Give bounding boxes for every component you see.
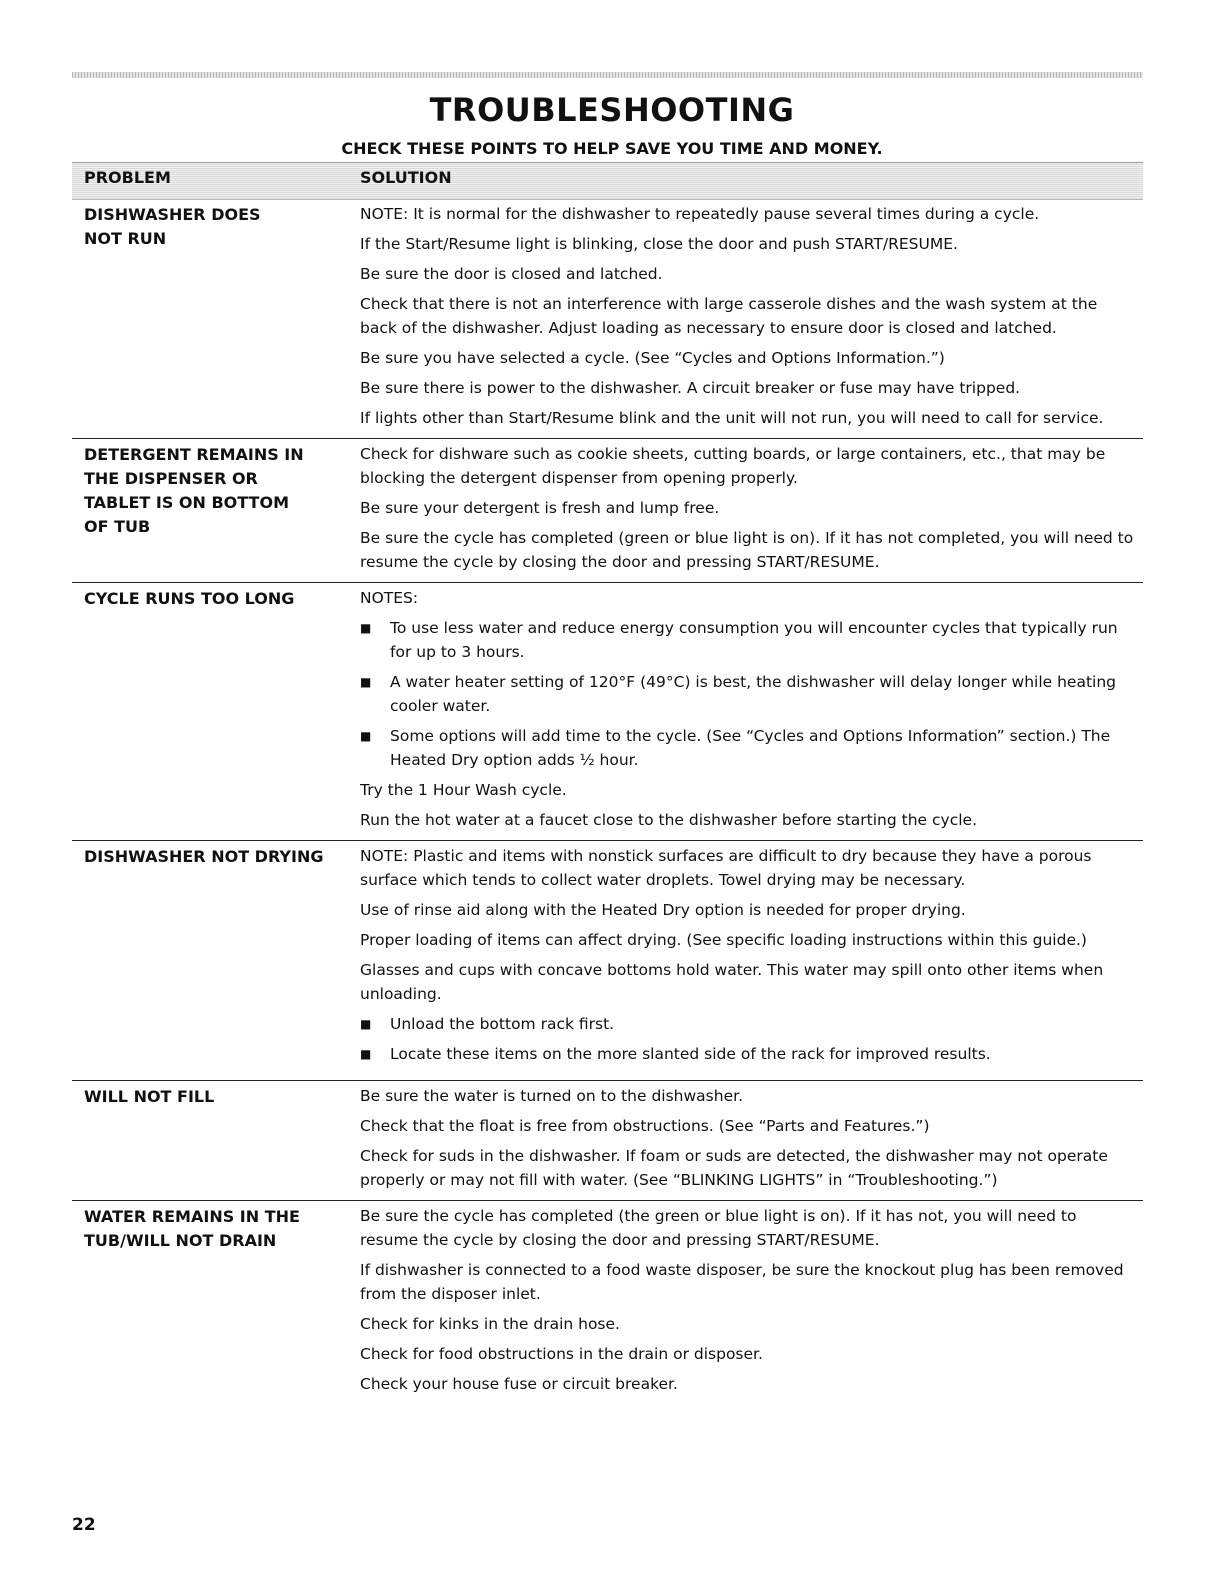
solution-text: NOTES: <box>360 589 419 607</box>
table-header-band <box>72 162 1143 200</box>
solution-text: NOTE: Plastic and items with nonstick surfaces are difficult to dry because they have a porous surface which tends to collect water droplets. Towel drying may be necessary. <box>360 847 1092 889</box>
problem-cell <box>72 844 360 1072</box>
solution-text: Check for suds in the dishwasher. If foam or suds are detected, the dishwasher may not operate properly or may not fill with water. (See “BLINKING LIGHTS” in “Troubleshooting.”) <box>360 1147 1108 1189</box>
solution-text: Proper loading of items can affect drying. (See specific loading instructions within this guide.) <box>360 931 1087 949</box>
solution-text: Be sure the cycle has completed (the green or blue light is on). If it has not, you will need to resume the cycle by closing the door and pressing START/RESUME. <box>360 1207 1077 1249</box>
table-row <box>72 438 1143 582</box>
page-number: 22 <box>72 1515 96 1535</box>
problem-cell <box>72 1084 360 1192</box>
table-row <box>72 1200 1143 1404</box>
solution-bullet-item <box>360 616 1135 664</box>
solution-cell <box>360 586 1143 832</box>
solution-text: Be sure the cycle has completed (green or blue light is on). If it has not completed, you will need to resume the cycle by closing the door and pressing START/RESUME. <box>360 529 1134 571</box>
page-title: TROUBLESHOOTING <box>429 91 795 129</box>
solution-bullet-text: Unload the bottom rack first. <box>390 1015 615 1033</box>
problem-cell <box>72 1204 360 1396</box>
solution-bullet-item <box>360 670 1135 718</box>
solution-cell <box>360 442 1143 574</box>
solution-bullet-text: A water heater setting of 120°F (49°C) is best, the dishwasher will delay longer while heating cooler water. <box>390 673 1116 715</box>
solution-cell <box>360 202 1143 430</box>
solution-bullet-text: Locate these items on the more slanted side of the rack for improved results. <box>390 1045 991 1063</box>
solution-text: Be sure the door is closed and latched. <box>360 265 663 283</box>
problem-label-line: DISHWASHER DOES <box>84 205 261 224</box>
problem-label-line: WILL NOT FILL <box>84 1087 215 1106</box>
solution-text: If dishwasher is connected to a food waste disposer, be sure the knockout plug has been removed from the disposer inlet. <box>360 1261 1124 1303</box>
bullet-square-icon: ■ <box>360 621 372 635</box>
solution-text: Check that the float is free from obstructions. (See “Parts and Features.”) <box>360 1117 930 1135</box>
table-row <box>72 840 1143 1080</box>
problem-cell <box>72 202 360 430</box>
solution-text: If lights other than Start/Resume blink and the unit will not run, you will need to call for service. <box>360 409 1104 427</box>
solution-bullet-item <box>360 1042 1135 1066</box>
table-row <box>72 200 1143 438</box>
troubleshooting-table <box>72 200 1143 1404</box>
bullet-square-icon: ■ <box>360 1017 372 1031</box>
solution-text: Run the hot water at a faucet close to the dishwasher before starting the cycle. <box>360 811 977 829</box>
solution-cell <box>360 1084 1143 1192</box>
solution-column-header: SOLUTION <box>360 168 452 187</box>
solution-bullet-text: To use less water and reduce energy consumption you will encounter cycles that typically run for up to 3 hours. <box>390 619 1118 661</box>
solution-bullet-item <box>360 724 1135 772</box>
bullet-square-icon: ■ <box>360 1047 372 1061</box>
bullet-square-icon: ■ <box>360 675 372 689</box>
problem-label-line: TUB/WILL NOT DRAIN <box>84 1231 277 1250</box>
solution-text: NOTE: It is normal for the dishwasher to repeatedly pause several times during a cycle. <box>360 205 1040 223</box>
problem-label-line: THE DISPENSER OR <box>84 469 258 488</box>
solution-text: Glasses and cups with concave bottoms hold water. This water may spill onto other items when unloading. <box>360 961 1104 1003</box>
problem-label-line: OF TUB <box>84 517 151 536</box>
solution-text: Check that there is not an interference with large casserole dishes and the wash system at the back of the dishwasher. Adjust loading as necessary to ensure door is closed and latched. <box>360 295 1098 337</box>
problem-label-line: WATER REMAINS IN THE <box>84 1207 300 1226</box>
solution-text: Check for kinks in the drain hose. <box>360 1315 620 1333</box>
solution-text: Try the 1 Hour Wash cycle. <box>360 781 567 799</box>
top-rule <box>72 72 1143 78</box>
solution-text: If the Start/Resume light is blinking, close the door and push START/RESUME. <box>360 235 958 253</box>
problem-label-line: DISHWASHER NOT DRYING <box>84 847 324 866</box>
solution-bullet-text: Some options will add time to the cycle. (See “Cycles and Options Information” section.) The Heated Dry option adds ½ hour. <box>390 727 1111 769</box>
problem-cell <box>72 586 360 832</box>
solution-text: Check your house fuse or circuit breaker. <box>360 1375 678 1393</box>
problem-label-line: DETERGENT REMAINS IN <box>84 445 304 464</box>
problem-cell <box>72 442 360 574</box>
table-row <box>72 582 1143 840</box>
solution-text: Be sure you have selected a cycle. (See “Cycles and Options Information.”) <box>360 349 945 367</box>
solution-text: Check for food obstructions in the drain or disposer. <box>360 1345 763 1363</box>
problem-label-line: CYCLE RUNS TOO LONG <box>84 589 295 608</box>
page-subtitle: CHECK THESE POINTS TO HELP SAVE YOU TIME AND MONEY. <box>341 139 883 158</box>
problem-label-line: NOT RUN <box>84 229 167 248</box>
bullet-square-icon: ■ <box>360 729 372 743</box>
table-row <box>72 1080 1143 1200</box>
solution-bullet-item <box>360 1012 1135 1036</box>
solution-text: Be sure your detergent is fresh and lump free. <box>360 499 720 517</box>
solution-text: Be sure the water is turned on to the dishwasher. <box>360 1087 743 1105</box>
problem-label-line: TABLET IS ON BOTTOM <box>84 493 289 512</box>
solution-cell <box>360 1204 1143 1396</box>
problem-column-header: PROBLEM <box>84 168 171 187</box>
solution-cell <box>360 844 1143 1072</box>
solution-text: Use of rinse aid along with the Heated Dry option is needed for proper drying. <box>360 901 966 919</box>
solution-text: Be sure there is power to the dishwasher. A circuit breaker or fuse may have tripped. <box>360 379 1021 397</box>
solution-text: Check for dishware such as cookie sheets, cutting boards, or large containers, etc., that may be blocking the detergent dispenser from opening properly. <box>360 445 1106 487</box>
